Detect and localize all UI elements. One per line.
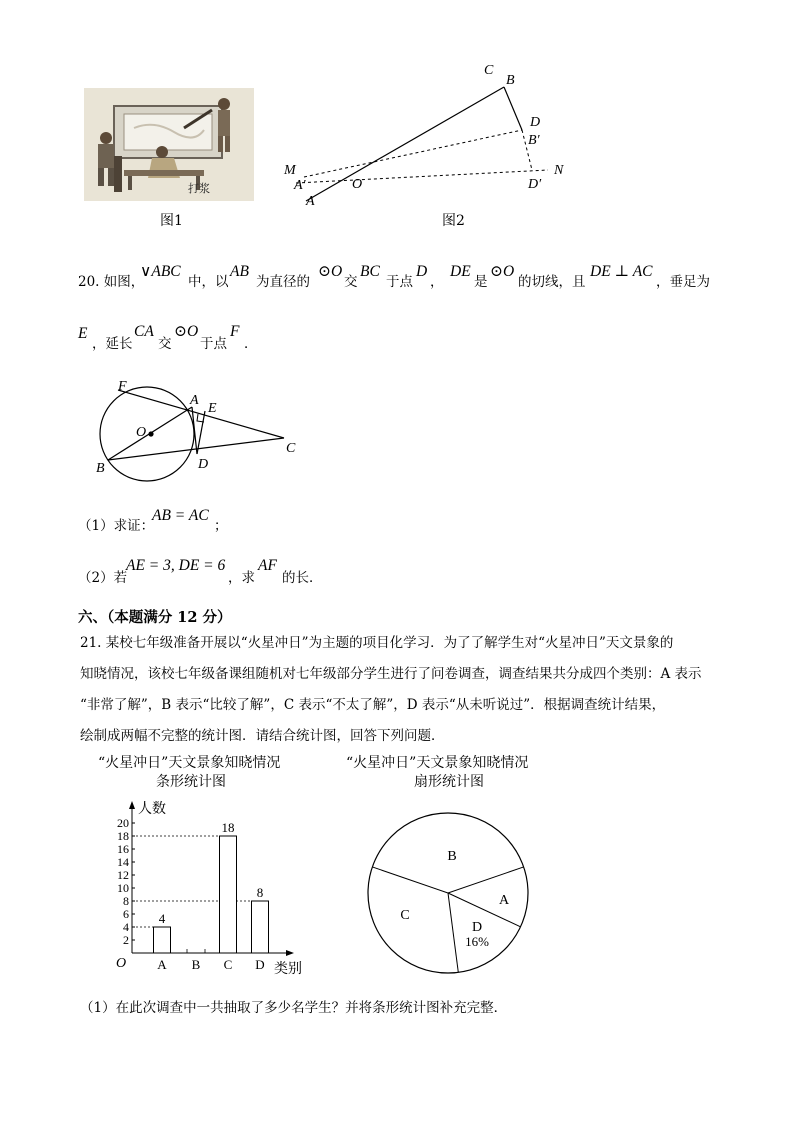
y-tick-label: 16 bbox=[117, 842, 129, 856]
fig2-label-D-prime: D′ bbox=[528, 177, 542, 192]
y-tick-label: 8 bbox=[123, 894, 129, 908]
section6-heading: 六、（本题满分 12 分） bbox=[78, 609, 232, 626]
bar-label-D: 8 bbox=[256, 885, 264, 900]
q20-label-B: B bbox=[96, 461, 105, 476]
y-tick-label: 14 bbox=[117, 855, 129, 869]
q20-label-C: C bbox=[286, 441, 296, 456]
q20-label-F: F bbox=[118, 379, 127, 394]
fig1-illustration bbox=[84, 88, 254, 201]
bar-label-A: 4 bbox=[158, 911, 166, 926]
y-tick-label: 4 bbox=[123, 920, 129, 934]
fig2-label-A-prime: A′ bbox=[294, 178, 306, 193]
x-tick-label: D bbox=[255, 957, 265, 972]
y-axis-label: 人数 bbox=[138, 802, 166, 817]
bar-label-C: 18 bbox=[221, 820, 235, 835]
q21-line4: 绘制成两幅不完整的统计图．请结合统计图，回答下列问题． bbox=[80, 728, 445, 744]
fig2-caption: 图2 bbox=[442, 213, 465, 229]
pie-chart-title1: “火星冲日”天文景象知晓情况 bbox=[346, 755, 529, 771]
y-tick-label: 12 bbox=[117, 868, 129, 882]
y-tick-label: 18 bbox=[117, 829, 129, 843]
fig2-label-B-prime: B′ bbox=[528, 133, 540, 148]
fig1-inner-label: 打浆 bbox=[188, 182, 210, 195]
origin-label: O bbox=[116, 956, 127, 971]
y-tick-label: 10 bbox=[117, 881, 129, 895]
y-tick-label: 6 bbox=[123, 907, 129, 921]
q21-line3: “非常了解”，B 表示“比较了解”，C 表示“不太了解”，D 表示“从未听说过”．根据调查统计结果， bbox=[80, 697, 666, 713]
pie-label-D: D bbox=[471, 920, 483, 935]
x-tick-label: B bbox=[191, 957, 201, 972]
x-axis-label: 类别 bbox=[274, 962, 302, 977]
x-tick-label: C bbox=[223, 957, 233, 972]
pie-label-C: C bbox=[400, 908, 410, 923]
y-axis-arrow bbox=[129, 801, 135, 809]
bar-chart-title2: 条形统计图 bbox=[156, 774, 226, 790]
q21-line2: 知晓情况，该校七年级备课组随机对七年级部分学生进行了问卷调查，调查结果共分成四个类别：A 表示 bbox=[80, 666, 702, 682]
fig2-label-C: C bbox=[484, 63, 494, 78]
bar-chart-title1: “火星冲日”天文景象知晓情况 bbox=[98, 755, 281, 771]
pie-label-A: A bbox=[498, 893, 510, 908]
fig2-label-O: O bbox=[352, 177, 363, 192]
fig2-label-A: A bbox=[306, 194, 315, 209]
q21-line1: 21. 某校七年级准备开展以“火星冲日”为主题的项目化学习．为了了解学生对“火星冲日”天文景象的 bbox=[80, 635, 674, 651]
fig2-label-B: B bbox=[506, 73, 515, 88]
fig2-label-M: M bbox=[284, 163, 296, 178]
q20-label-O: O bbox=[136, 425, 147, 440]
q20-diagram bbox=[88, 370, 308, 482]
pie-label-B: B bbox=[447, 849, 457, 864]
fig2-label-N: N bbox=[554, 163, 564, 178]
x-tick-label: A bbox=[157, 957, 167, 972]
q20-label-A: A bbox=[190, 393, 199, 408]
pie-chart-title2: 扇形统计图 bbox=[414, 774, 484, 790]
q21-part1: （1）在此次调查中一共抽取了多少名学生？并将条形统计图补充完整． bbox=[80, 1000, 508, 1016]
y-tick-label: 20 bbox=[117, 816, 129, 830]
q20-label-D: D bbox=[198, 457, 209, 472]
x-axis-arrow bbox=[286, 950, 294, 956]
q20-label-E: E bbox=[208, 401, 217, 416]
fig1-caption: 图1 bbox=[160, 213, 183, 229]
pie-chart bbox=[362, 798, 542, 978]
fig2-label-D: D bbox=[530, 115, 541, 130]
y-tick-label: 2 bbox=[123, 933, 129, 947]
bar-D bbox=[252, 901, 269, 953]
fig2-diagram bbox=[280, 58, 580, 218]
bar-chart bbox=[110, 795, 320, 980]
bar-A bbox=[154, 927, 171, 953]
pie-value-D: 16% bbox=[465, 934, 489, 949]
bar-C bbox=[220, 836, 237, 953]
